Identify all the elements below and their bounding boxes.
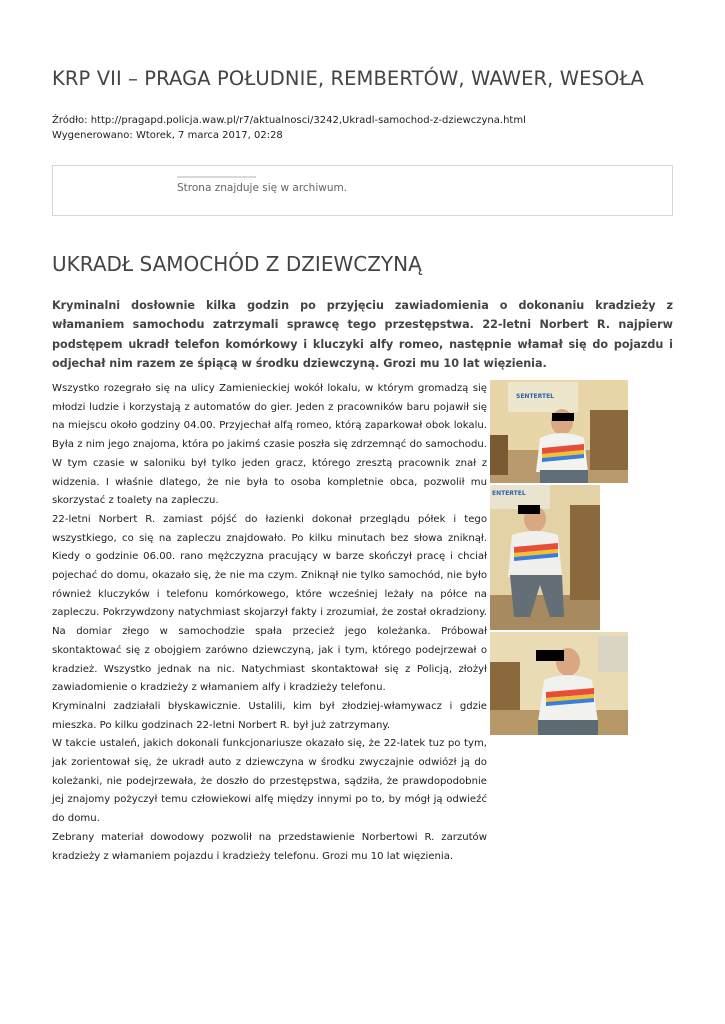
face-censor-bar: [552, 413, 574, 421]
face-censor-bar: [518, 505, 540, 514]
archive-divider: [177, 176, 256, 178]
document-meta: [52, 113, 526, 143]
suspect-photo-2-image: [490, 485, 600, 630]
photo-desk: [590, 410, 628, 470]
archive-notice-box: [52, 165, 673, 216]
site-title: KRP VII – PRAGA POŁUDNIE, REMBERTÓW, WAWER, WESOŁA: [52, 67, 644, 90]
photo-chair: [490, 435, 508, 475]
article-paragraph: W takcie ustaleń, jakich dokonali funkcjonariusze okazało się, że 22-latek tuz po tym, jak zorientował się, że ukradł auto z dziewczyna w środku zwyczajnie odwiózł ją do koleżanki, nie podejrzewała, że doszło do przestępstwa, sądziła, że prawdopodobnie jej znajomy pożyczył temu człowiekowi alfę między innymi po to, by mógł ją odwieźć do domu.: [52, 738, 487, 825]
source-url[interactable]: Źródło: http://pragapd.policja.waw.pl/r7/aktualnosci/3242,Ukradl-samochod-z-dziewczyna.html: [52, 115, 526, 126]
article-body: [52, 380, 487, 866]
photo-desk: [570, 505, 600, 600]
photo-trousers: [538, 720, 598, 735]
suspect-photo-3-image: [490, 632, 628, 735]
article-paragraph: 22-letni Norbert R. zamiast pójść do łazienki dokonał przeglądu półek i tego wszystkiego, co się na zapleczu znajdowało. Po kilku minutach bez słowa zniknął. Kiedy o godzinie 06.00. rano mężczyzna pracujący w barze skończył pracę i chciał pojechać do domu, okazało się, że nie ma czym. Zniknął nie tylko samochód, nie było również kluczyków i telefonu komórkowego, które wcześniej leżały na półce na zapleczu. Pokrzywdzony natychmiast skojarzył fakty i zrozumiał, że został okradziony. Na domiar złego w samochodzie spała przecież jego koleżanka. Próbował skontaktować się z obojgiem zarówno dziewczyną, jak i tym, którego podejrzewał o kradzież. Wszystko jednak na nic. Natychmiast skontaktował się z Policją, złożył zawiadomienie o kradzieży z włamaniem alfy i kradzieży telefonu.: [52, 513, 487, 694]
poster-text: ENTERTEL: [492, 490, 526, 497]
poster-text: SENTERTEL: [516, 393, 554, 400]
suspect-photo-2: [490, 485, 600, 630]
archive-notice: Strona znajduje się w archiwum.: [177, 182, 348, 194]
article-paragraph: Zebrany materiał dowodowy pozwolił na przedstawienie Norbertowi R. zarzutów kradzieży z włamaniem pojazdu i kradzieży telefonu. Grozi mu 10 lat więzienia.: [52, 831, 487, 862]
photo-head: [551, 409, 573, 435]
generated-timestamp: Wygenerowano: Wtorek, 7 marca 2017, 02:28: [52, 130, 283, 141]
photo-poster: [598, 636, 628, 672]
suspect-photo-1-image: [490, 380, 628, 483]
suspect-photo-3: [490, 632, 628, 735]
article-paragraph: Kryminalni zadziałali błyskawicznie. Ustalili, kim był złodziej-włamywacz i gdzie mieszka. Po kilku godzinach 22-letni Norbert R. był już zatrzymany.: [52, 700, 487, 731]
photo-trousers: [540, 470, 588, 483]
suspect-photo-1: [490, 380, 628, 483]
article-paragraph: Wszystko rozegrało się na ulicy Zamienieckiej wokół lokalu, w którym gromadzą się młodzi ludzie i korzystają z automatów do gier. Jeden z pracowników baru pojawił się na miejscu około godziny 04.00. Przyjechał alfą romeo, którą zaparkował obok lokalu. Była z nim jego znajoma, która po jakimś czasie poszła się zdrzemnąć do samochodu. W tym czasie w saloniku był tylko jeden gracz, którego zresztą pracownik znał z widzenia. I właśnie dlatego, że nie była to osoba kompletnie obca, pozwolił mu skorzystać z toalety na zapleczu.: [52, 383, 487, 507]
article-title: UKRADŁ SAMOCHÓD Z DZIEWCZYNĄ: [52, 252, 422, 276]
face-censor-bar: [536, 650, 564, 661]
article-lead: Kryminalni dosłownie kilka godzin po przyjęciu zawiadomienia o dokonaniu kradzieży z włamaniem samochodu zatrzymali sprawcę tego przestępstwa. 22-letni Norbert R. najpierw podstępem ukradł telefon komórkowy i kluczyki alfy romeo, następnie włamał się do pojazdu i odjechał nim razem ze śpiącą w środku dziewczyną. Grozi mu 10 lat więzienia.: [52, 299, 673, 370]
